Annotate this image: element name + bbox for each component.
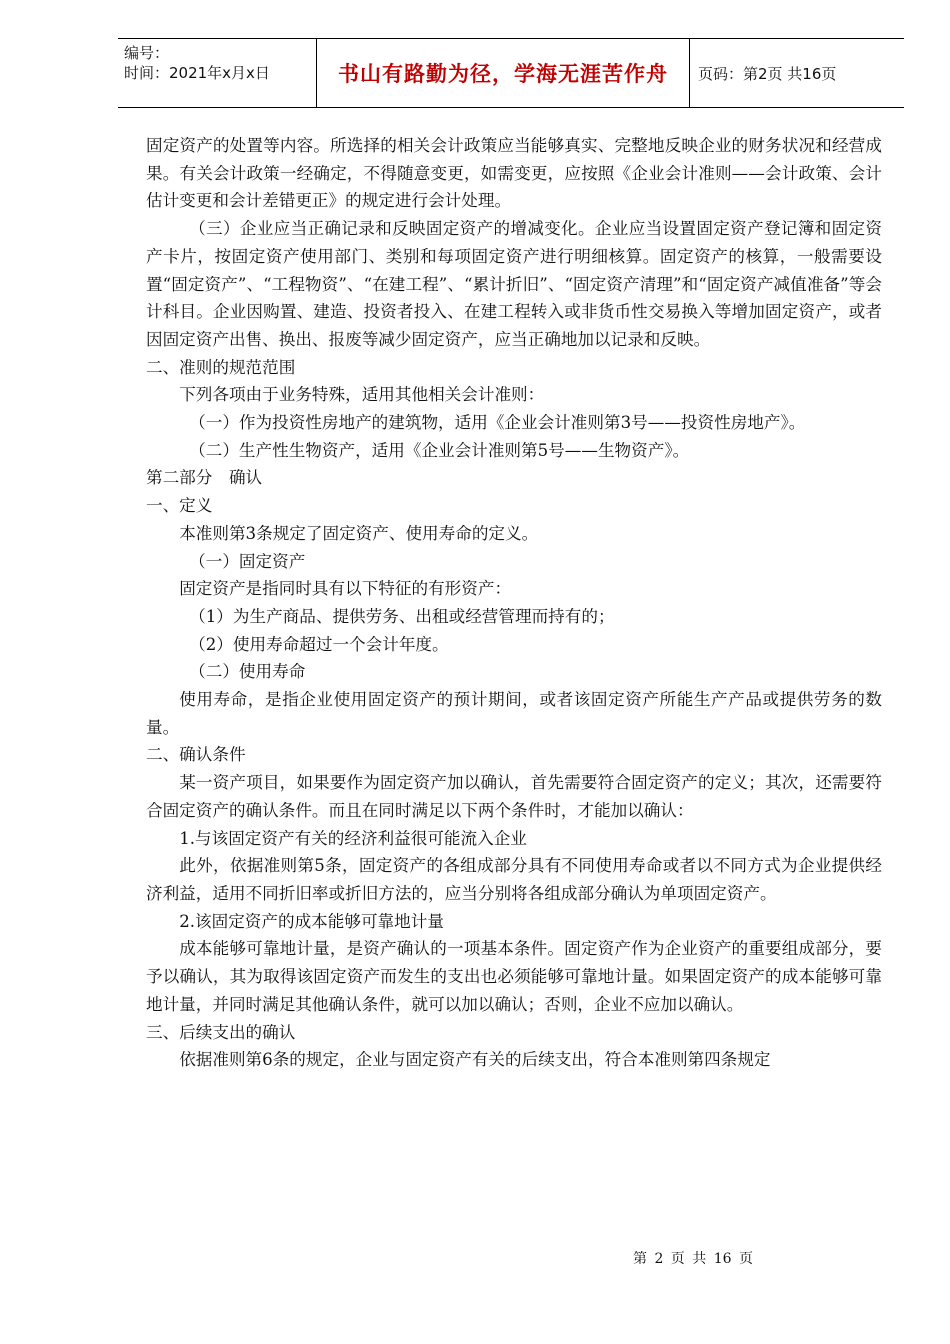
- paragraph: 此外，依据准则第5条，固定资产的各组成部分具有不同使用寿命或者以不同方式为企业提供经济利益，适用不同折旧率或折旧方法的，应当分别将各组成部分确认为单项固定资产。: [146, 856, 882, 903]
- paragraph: 二、准则的规范范围: [146, 357, 296, 377]
- paragraph: 固定资产的处置等内容。所选择的相关会计政策应当能够真实、完整地反映企业的财务状况和经营成果。有关会计政策一经确定，不得随意变更，如需变更，应按照《企业会计准则——会计政策、会计估计变更和会计差错更正》的规定进行会计处理。: [146, 136, 882, 211]
- paragraph: （2）使用寿命超过一个会计年度。: [189, 634, 449, 654]
- paragraph: 本准则第3条规定了固定资产、使用寿命的定义。: [179, 523, 539, 543]
- paragraph: （1）为生产商品、提供劳务、出租或经营管理而持有的；: [189, 606, 615, 626]
- page-label: 页码：第2页 共16页: [698, 64, 837, 83]
- paragraph: 使用寿命，是指企业使用固定资产的预计期间，或者该固定资产所能生产产品或提供劳务的数量。: [146, 690, 882, 737]
- paragraph: （二）使用寿命: [189, 662, 306, 682]
- page-header: [118, 38, 904, 108]
- paragraph: （三）企业应当正确记录和反映固定资产的增减变化。企业应当设置固定资产登记簿和固定资产卡片，按固定资产使用部门、类别和每项固定资产进行明细核算。固定资产的核算，一般需要设置“固定资产”、“工程物资”、“在建工程”、“累计折旧”、“固定资产清理”和“固定资产减值准备”等会计科目。企业因购置、建造、投资者投入、在建工程转入或非货币性交易换入等增加固定资产，或者因固定资产出售、换出、报废等减少固定资产，应当正确地加以记录和反映。: [146, 219, 882, 349]
- paragraph: 2.该固定资产的成本能够可靠地计量: [179, 911, 444, 931]
- paragraph: 固定资产是指同时具有以下特征的有形资产：: [179, 579, 512, 599]
- paragraph: 二、确认条件: [146, 745, 246, 765]
- paragraph: 下列各项由于业务特殊，适用其他相关会计准则：: [179, 385, 545, 405]
- page-footer: 第 2 页 共 16 页: [633, 1251, 753, 1267]
- paragraph: 某一资产项目，如果要作为固定资产加以确认，首先需要符合固定资产的定义；其次，还需要符合固定资产的确认条件。而且在同时满足以下两个条件时，才能加以确认：: [146, 773, 882, 820]
- header-meta: [118, 39, 316, 107]
- motto-text: 书山有路勤为径，学海无涯苦作舟: [338, 62, 668, 86]
- paragraph: 依据准则第6条的规定，企业与固定资产有关的后续支出，符合本准则第四条规定: [179, 1050, 771, 1070]
- paragraph: （一）固定资产: [189, 551, 306, 571]
- paragraph: （二）生产性生物资产，适用《企业会计准则第5号——生物资产》。: [189, 440, 690, 460]
- paragraph: 1.与该固定资产有关的经济利益很可能流入企业: [179, 828, 527, 848]
- paragraph: 三、后续支出的确认: [146, 1022, 296, 1042]
- number-label: 编号：: [124, 44, 170, 62]
- paragraph: 成本能够可靠地计量，是资产确认的一项基本条件。固定资产作为企业资产的重要组成部分，要予以确认，其为取得该固定资产而发生的支出也必须能够可靠地计量。如果固定资产的成本能够可靠地计量，并同时满足其他确认条件，就可以加以确认；否则，企业不应加以确认。: [146, 939, 882, 1014]
- paragraph: 第二部分 确认: [146, 468, 263, 488]
- header-page: [690, 39, 904, 107]
- header-motto: [316, 39, 690, 107]
- document-body: [146, 132, 882, 1074]
- paragraph: 一、定义: [146, 496, 213, 516]
- time-label: 时间：2021年x月x日: [124, 64, 270, 82]
- paragraph: （一）作为投资性房地产的建筑物，适用《企业会计准则第3号——投资性房地产》。: [189, 413, 806, 433]
